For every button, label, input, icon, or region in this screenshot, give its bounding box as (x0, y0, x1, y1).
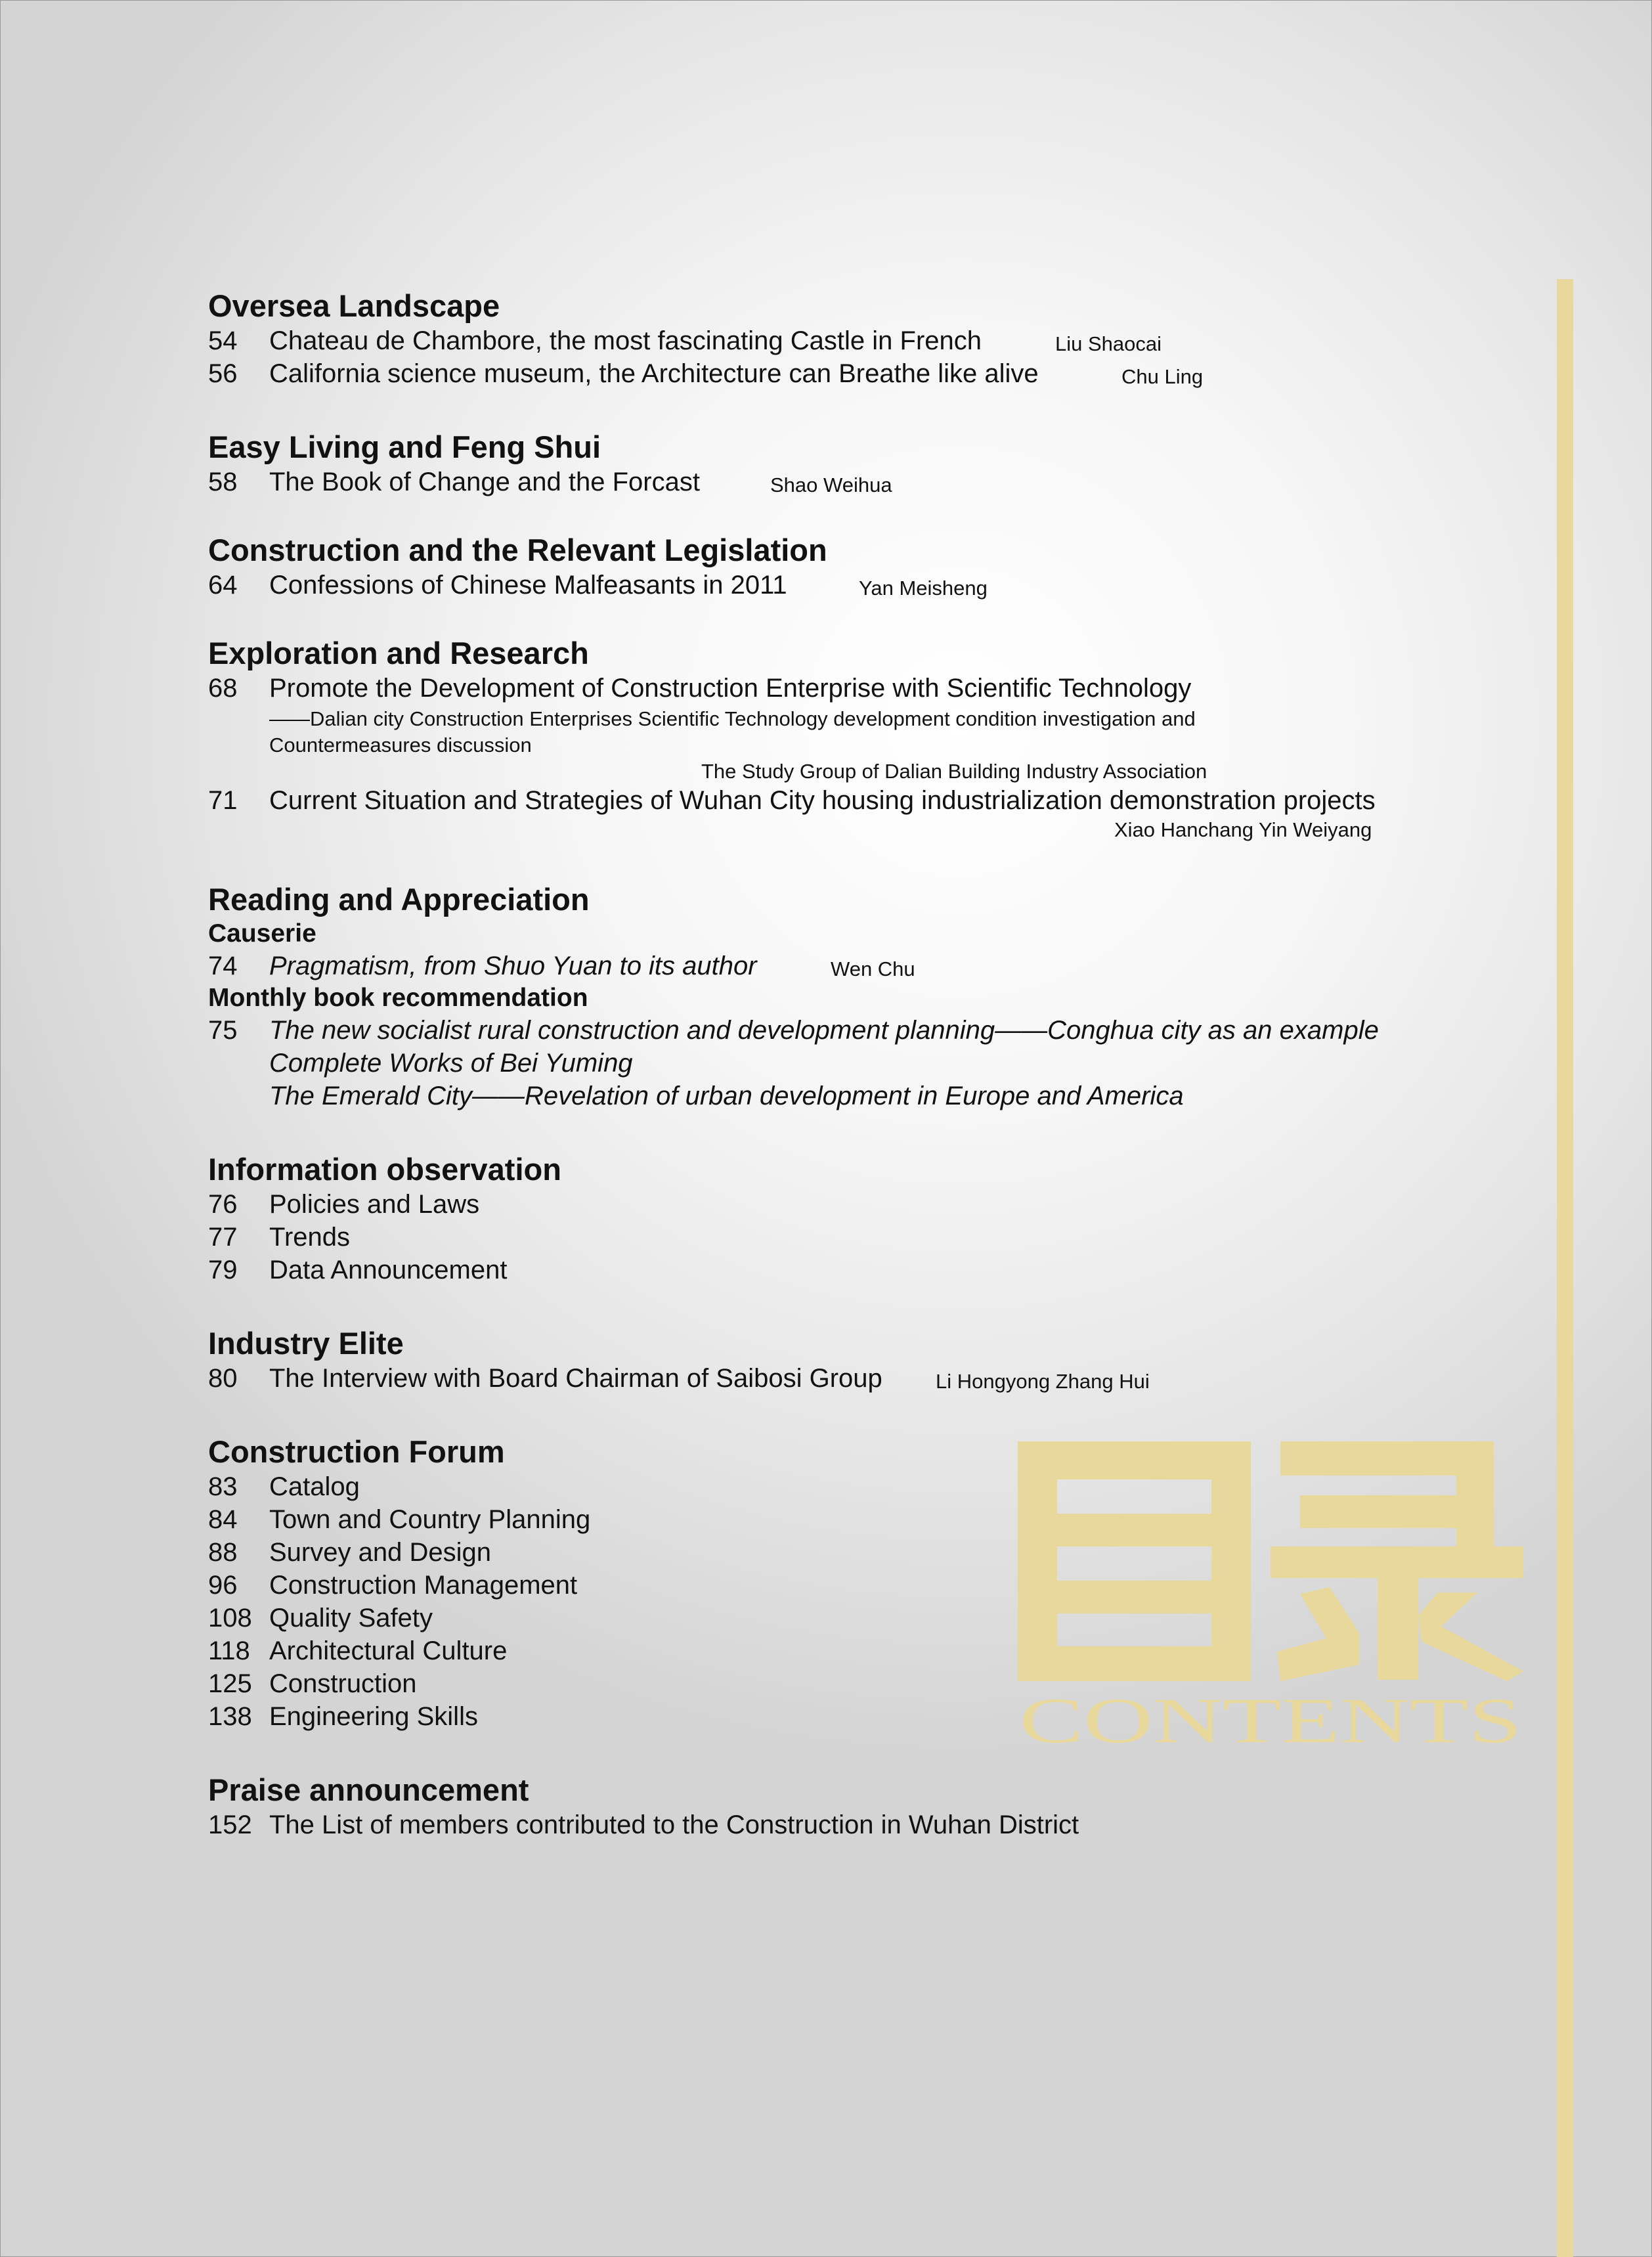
section-title-industry-elite: Industry Elite (208, 1326, 404, 1361)
page-number: 54 (208, 326, 238, 355)
entry-title: Survey and Design (269, 1538, 491, 1567)
section-title-oversea-landscape: Oversea Landscape (208, 288, 500, 323)
page-number: 75 (208, 1016, 238, 1045)
page-number: 108 (208, 1604, 252, 1632)
entry-title: Confessions of Chinese Malfeasants in 2011 (269, 571, 787, 600)
entry-author: The Study Group of Dalian Building Industry Association (701, 760, 1207, 783)
entry-title: Catalog (269, 1472, 360, 1501)
entry-title: Data Announcement (269, 1256, 508, 1284)
entry-title: The Interview with Board Chairman of Saibosi Group (269, 1364, 882, 1393)
entry-title: Chateau de Chambore, the most fascinating Castle in French (269, 326, 982, 355)
entry-title: Complete Works of Bei Yuming (269, 1049, 633, 1078)
page-number: 88 (208, 1538, 238, 1567)
page-number: 64 (208, 571, 238, 600)
page-number: 77 (208, 1223, 238, 1252)
entry-title: Town and Country Planning (269, 1505, 591, 1534)
page-number: 58 (208, 468, 238, 496)
entry-title: The new socialist rural construction and development planning——Conghua city as an example (269, 1016, 1379, 1045)
section-title-easy-living: Easy Living and Feng Shui (208, 429, 601, 464)
entry-title: The List of members contributed to the Construction in Wuhan District (269, 1810, 1079, 1839)
entry-author: Chu Ling (1121, 365, 1204, 388)
subsection-title-books: Monthly book recommendation (208, 984, 588, 1012)
entry-title: Pragmatism, from Shuo Yuan to its author (269, 952, 757, 980)
entry-subtitle: ——Dalian city Construction Enterprises Scientific Technology development condition investigation and (269, 707, 1196, 730)
logo-latin: CONTENTS (1019, 1686, 1522, 1750)
entry-subtitle: Countermeasures discussion (269, 734, 532, 756)
entry-author: Liu Shaocai (1055, 332, 1162, 355)
page-number: 152 (208, 1810, 252, 1839)
contents-logo (1018, 1441, 1523, 1750)
page-number: 71 (208, 786, 238, 815)
entry-title: Engineering Skills (269, 1702, 478, 1731)
page-number: 79 (208, 1256, 238, 1284)
page-number: 68 (208, 674, 238, 703)
entry-title: Construction (269, 1669, 417, 1698)
entry-title: The Emerald City——Revelation of urban development in Europe and America (269, 1082, 1184, 1110)
entry-author: Yan Meisheng (859, 577, 988, 600)
entry-author: Shao Weihua (770, 473, 892, 496)
entry-title: Promote the Development of Construction Enterprise with Scientific Technology (269, 674, 1192, 703)
section-title-legislation: Construction and the Relevant Legislation (208, 533, 827, 567)
page-number: 84 (208, 1505, 238, 1534)
page-number: 83 (208, 1472, 238, 1501)
entry-title: Current Situation and Strategies of Wuhan City housing industrialization demonstration projects (269, 786, 1376, 815)
entry-title: Trends (269, 1223, 351, 1252)
entry-author: Li Hongyong Zhang Hui (936, 1370, 1150, 1393)
page-number: 96 (208, 1571, 238, 1600)
page-number: 76 (208, 1190, 238, 1219)
entry-title: Policies and Laws (269, 1190, 480, 1219)
gold-accent-bar (1557, 279, 1573, 2257)
section-title-praise: Praise announcement (208, 1772, 529, 1807)
section-title-exploration: Exploration and Research (208, 636, 589, 670)
entry-title: California science museum, the Architecture can Breathe like alive (269, 359, 1039, 388)
entry-title: Architectural Culture (269, 1636, 508, 1665)
page-number: 56 (208, 359, 238, 388)
section-title-reading: Reading and Appreciation (208, 882, 590, 917)
entry-title: Quality Safety (269, 1604, 433, 1632)
section-title-information: Information observation (208, 1152, 561, 1187)
entry-title: The Book of Change and the Forcast (269, 468, 700, 496)
section-title-construction-forum: Construction Forum (208, 1434, 505, 1469)
subsection-title-causerie: Causerie (208, 919, 316, 948)
page-number: 138 (208, 1702, 252, 1731)
entry-title: Construction Management (269, 1571, 578, 1600)
page-number: 74 (208, 952, 238, 980)
entry-author: Wen Chu (831, 957, 915, 980)
entry-author: Xiao Hanchang Yin Weiyang (1114, 818, 1372, 841)
page-number: 80 (208, 1364, 238, 1393)
page-number: 125 (208, 1669, 252, 1698)
page-number: 118 (208, 1636, 250, 1665)
